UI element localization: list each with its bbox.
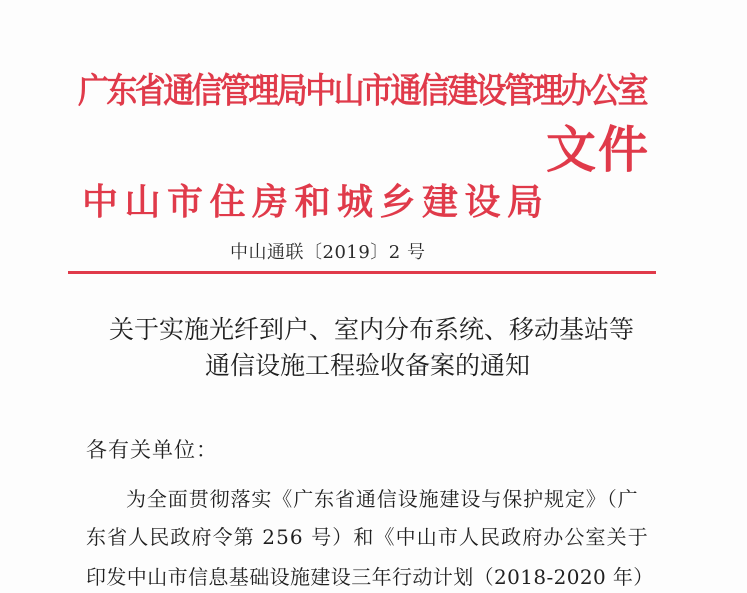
body-text-line: 东省人民政府令第 256 号）和《中山市人民政府办公室关于 — [86, 525, 649, 549]
notice-title-line-2: 通信设施工程验收备案的通知 — [204, 351, 530, 380]
document-number: 中山通联〔2019〕2 号 — [230, 242, 426, 263]
red-divider — [68, 271, 656, 274]
issuer-line-2: 中山市住房和城乡建设局 — [82, 182, 550, 223]
notice-title-line-1: 关于实施光纤到户、室内分布系统、移动基站等 — [108, 315, 634, 344]
salutation: 各有关单位： — [86, 438, 218, 462]
issuer-line-1: 广东省通信管理局中山市通信建设管理办公室 — [78, 70, 646, 112]
document-word: 文件 — [546, 121, 650, 179]
body-text-line: 为全面贯彻落实《广东省通信设施建设与保护规定》（广 — [126, 487, 639, 511]
body-text-line: 印发中山市信息基础设施建设三年行动计划（2018-2020 年） — [86, 565, 654, 589]
